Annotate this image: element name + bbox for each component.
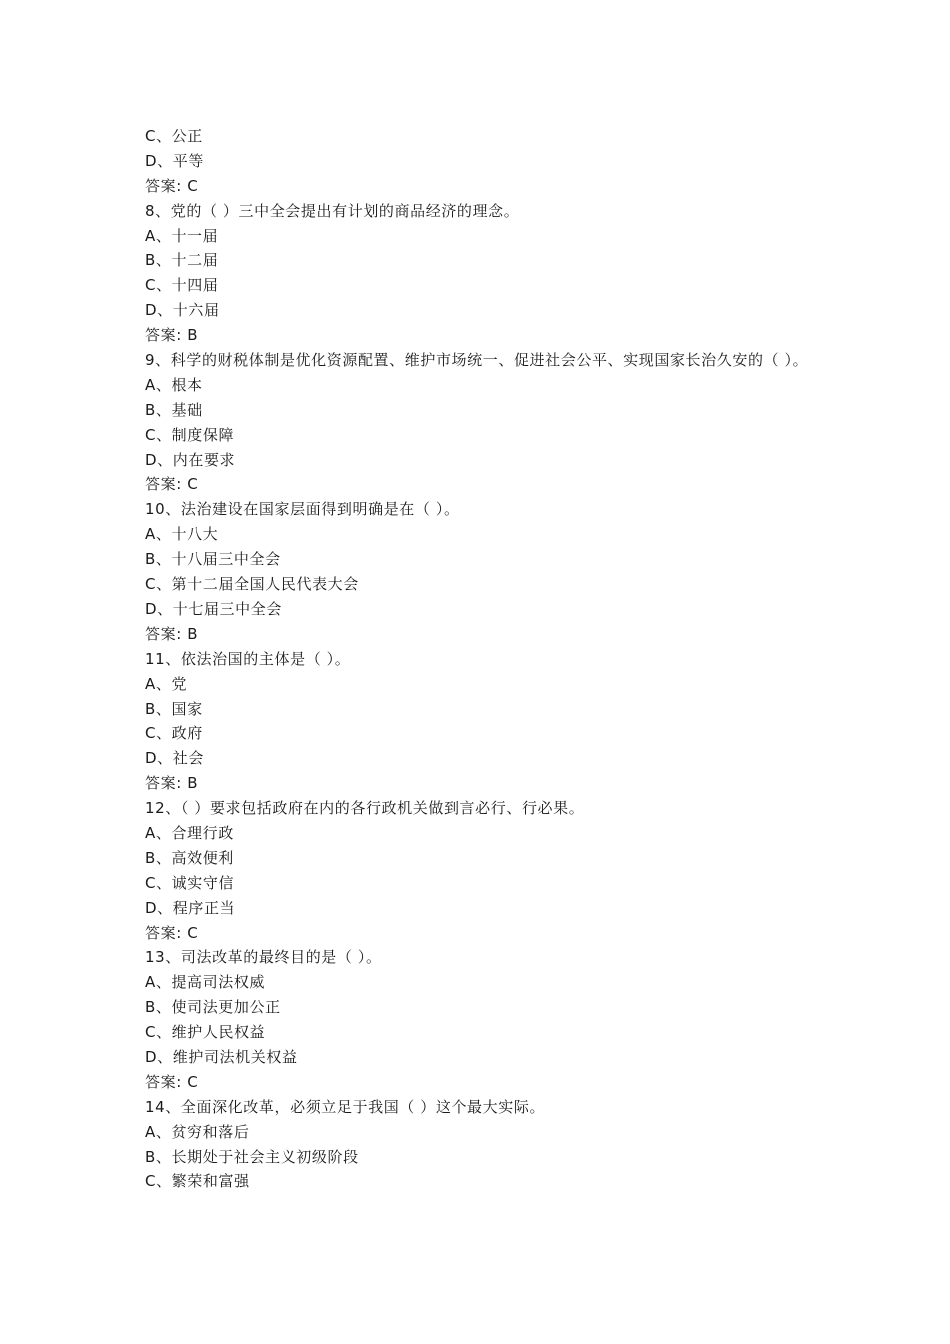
answer-line: 答案: C	[145, 923, 199, 942]
option-line: A、十一届	[145, 226, 219, 245]
question-line: 10、法治建设在国家层面得到明确是在（ ）。	[145, 500, 460, 519]
option-line: C、十四届	[145, 276, 219, 295]
option-line: D、十六届	[145, 301, 220, 320]
option-line: D、社会	[145, 749, 204, 768]
option-line: C、制度保障	[145, 425, 235, 444]
question-line: 12、（ ）要求包括政府在内的各行政机关做到言必行、行必果。	[145, 799, 585, 818]
option-line: D、平等	[145, 151, 204, 170]
question-line: 9、科学的财税体制是优化资源配置、维护市场统一、促进社会公平、实现国家长治久安的（ ）。	[145, 351, 809, 370]
option-line: A、贫穷和落后	[145, 1122, 250, 1141]
option-line: C、第十二届全国人民代表大会	[145, 575, 359, 594]
option-line: A、合理行政	[145, 823, 234, 842]
option-line: C、公正	[145, 127, 203, 145]
question-list	[145, 124, 825, 1194]
option-line: C、诚实守信	[145, 873, 235, 892]
option-line: B、使司法更加公正	[145, 998, 281, 1017]
answer-line: 答案: C	[145, 176, 199, 195]
question-line: 11、依法治国的主体是（ ）。	[145, 649, 351, 668]
option-line: B、长期处于社会主义初级阶段	[145, 1147, 359, 1166]
option-line: A、根本	[145, 375, 203, 394]
option-line: D、维护司法机关权益	[145, 1047, 298, 1066]
option-line: D、十七届三中全会	[145, 599, 282, 618]
option-line: B、高效便利	[145, 848, 234, 867]
option-line: A、提高司法权威	[145, 973, 266, 992]
answer-line: 答案: C	[145, 475, 199, 494]
option-line: D、内在要求	[145, 450, 236, 469]
option-line: D、程序正当	[145, 898, 236, 917]
option-line: B、十二届	[145, 251, 219, 270]
question-line: 13、司法改革的最终目的是（ ）。	[145, 948, 382, 967]
option-line: B、国家	[145, 699, 203, 718]
question-line: 8、党的（ ）三中全会提出有计划的商品经济的理念。	[145, 201, 520, 220]
option-line: C、繁荣和富强	[145, 1172, 250, 1191]
answer-line: 答案: C	[145, 1072, 199, 1091]
option-line: B、十八届三中全会	[145, 550, 281, 569]
option-line: A、党	[145, 674, 188, 693]
option-line: C、维护人民权益	[145, 1023, 266, 1042]
option-line: C、政府	[145, 724, 203, 743]
option-line: A、十八大	[145, 525, 219, 544]
option-line: B、基础	[145, 400, 203, 419]
question-line: 14、全面深化改革，必须立足于我国（ ）这个最大实际。	[145, 1097, 546, 1116]
answer-line: 答案: B	[145, 624, 199, 643]
answer-line: 答案: B	[145, 326, 199, 345]
answer-line: 答案: B	[145, 774, 199, 793]
